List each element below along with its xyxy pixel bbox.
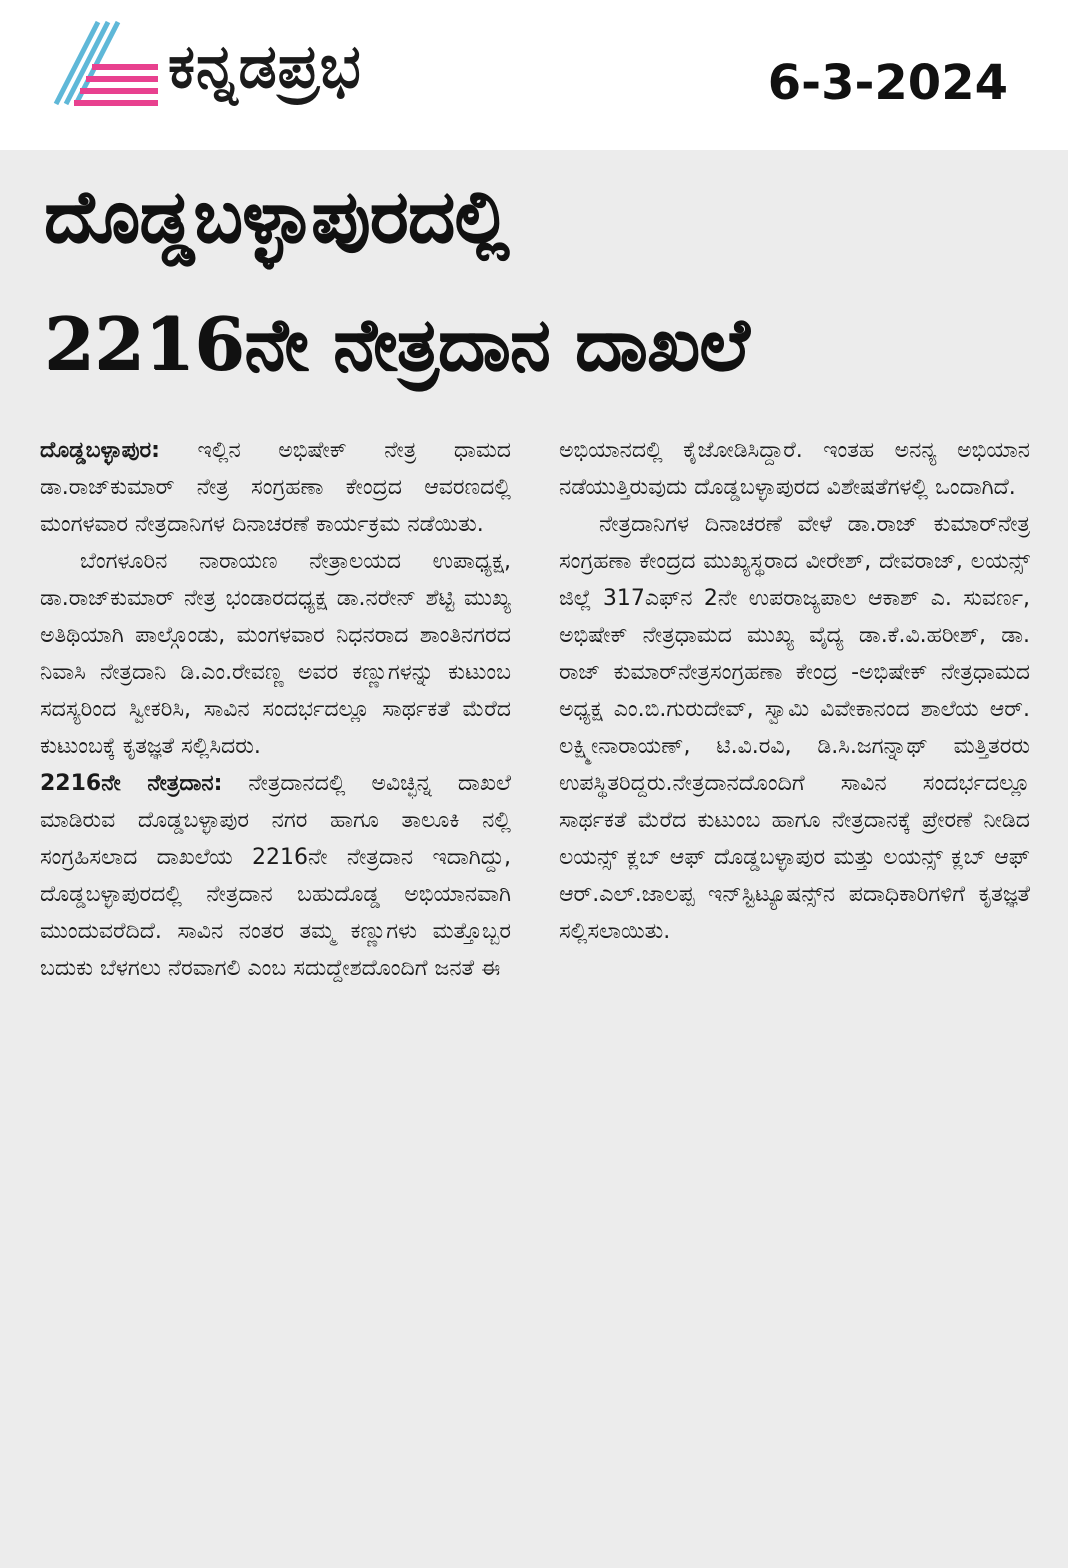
paragraph (40, 765, 511, 987)
headline-line-2: 2216ನೇ ನೇತ್ರದಾನ ದಾಖಲೆ (44, 301, 749, 386)
paragraph-text: ನೇತ್ರದಾನದಲ್ಲಿ ಅವಿಚ್ಛಿನ್ನ ದಾಖಲೆ ಮಾಡಿರುವ ದೊಡ್ಡಬಳ್ಳಾಪುರ ನಗರ ಹಾಗೂ ತಾಲೂಕಿ ನಲ್ಲಿ ಸಂಗ್ರಹಿಸಲಾದ ದಾಖಲೆಯ 2216ನೇ ನೇತ್ರದಾನ ಇದಾಗಿದ್ದು, ದೊಡ್ಡಬಳ್ಳಾಪುರದಲ್ಲಿ ನೇತ್ರದಾನ ಬಹುದೊಡ್ಡ ಅಭಿಯಾನವಾಗಿ ಮುಂದುವರೆದಿದೆ. ಸಾವಿನ ನಂತರ ತಮ್ಮ ಕಣ್ಣುಗಳು ಮತ್ತೊಬ್ಬರ ಬದುಕು ಬೆಳಗಲು ನೆರವಾಗಲಿ ಎಂಬ ಸದುದ್ದೇಶದೊಂದಿಗೆ ಜನತೆ ಈ (40, 771, 511, 981)
article-column-2 (559, 432, 1030, 1552)
paragraph (40, 432, 511, 543)
article-column-1 (40, 432, 511, 1552)
masthead (0, 0, 1068, 150)
article-body (40, 432, 1030, 1552)
headline (44, 152, 1034, 408)
paragraph-text: ಇಲ್ಲಿನ ಅಭಿಷೇಕ್ ನೇತ್ರ ಧಾಮದ ಡಾ.ರಾಜ್‌ಕುಮಾರ್ ನೇತ್ರ ಸಂಗ್ರಹಣಾ ಕೇಂದ್ರದ ಆವರಣದಲ್ಲಿ ಮಂಗಳವಾರ ನೇತ್ರದಾನಿಗಳ ದಿನಾಚರಣೆ ಕಾರ್ಯಕ್ರಮ ನಡೆಯಿತು. (40, 438, 511, 537)
paragraph: ಅಭಿಯಾನದಲ್ಲಿ ಕೈಜೋಡಿಸಿದ್ದಾರೆ. ಇಂತಹ ಅನನ್ಯ ಅಭಿಯಾನ ನಡೆಯುತ್ತಿರುವುದು ದೊಡ್ಡಬಳ್ಳಾಪುರದ ವಿಶೇಷತೆಗಳಲ್ಲಿ ಒಂದಾಗಿದೆ. (559, 438, 1030, 500)
paragraph: ನೇತ್ರದಾನಿಗಳ ದಿನಾಚರಣೆ ವೇಳೆ ಡಾ.ರಾಜ್ ಕುಮಾರ್‌ನೇತ್ರ ಸಂಗ್ರಹಣಾ ಕೇಂದ್ರದ ಮುಖ್ಯಸ್ಥರಾದ ವೀರೇಶ್, ದೇವರಾಜ್, ಲಯನ್ಸ್ ಜಿಲ್ಲೆ 317ಎಫ್‌ನ 2ನೇ ಉಪರಾಜ್ಯಪಾಲ ಆಕಾಶ್ ಎ. ಸುವರ್ಣ, ಅಭಿಷೇಕ್ ನೇತ್ರಧಾಮದ ಮುಖ್ಯ ವೈದ್ಯ ಡಾ.ಕೆ.ವಿ.ಹರೀಶ್, ಡಾ. ರಾಜ್ ಕುಮಾರ್‌ನೇತ್ರಸಂಗ್ರಹಣಾ ಕೇಂದ್ರ -ಅಭಿಷೇಕ್ ನೇತ್ರಧಾಮದ ಅಧ್ಯಕ್ಷ ಎಂ.ಬಿ.ಗುರುದೇವ್, ಸ್ವಾಮಿ ವಿವೇಕಾನಂದ ಶಾಲೆಯ ಆರ್. ಲಕ್ಷ್ಮೀನಾರಾಯಣ್, ಟಿ.ವಿ.ರವಿ, ಡಿ.ಸಿ.ಜಗನ್ನಾಥ್ ಮತ್ತಿತರರು ಉಪಸ್ಥಿತರಿದ್ದರು.ನೇತ್ರದಾನದೊಂದಿಗೆ ಸಾವಿನ ಸಂದರ್ಭದಲ್ಲೂ ಸಾರ್ಥಕತೆ ಮೆರೆದ ಕುಟುಂಬ ಹಾಗೂ ನೇತ್ರದಾನಕ್ಕೆ ಪ್ರೇರಣೆ ನೀಡಿದ ಲಯನ್ಸ್ ಕ್ಲಬ್ ಆಫ್ ದೊಡ್ಡಬಳ್ಳಾಪುರ ಮತ್ತು ಲಯನ್ಸ್ ಕ್ಲಬ್ ಆಫ್ ಆರ್.ಎಲ್.ಜಾಲಪ್ಪ ಇನ್‌ಸ್ಟಿಟ್ಯೂಷನ್ಸ್‌ನ ಪದಾಧಿಕಾರಿಗಳಿಗೆ ಕೃತಜ್ಞತೆ ಸಲ್ಲಿಸಲಾಯಿತು. (559, 512, 1030, 944)
triangle-logo-icon (52, 18, 162, 110)
publication-date: 6-3-2024 (767, 55, 1008, 111)
subheading: 2216ನೇ ನೇತ್ರದಾನ: (40, 771, 223, 796)
paragraph: ಬೆಂಗಳೂರಿನ ನಾರಾಯಣ ನೇತ್ರಾಲಯದ ಉಪಾಧ್ಯಕ್ಷ, ಡಾ.ರಾಜ್‌ಕುಮಾರ್ ನೇತ್ರ ಭಂಡಾರದಧ್ಯಕ್ಷ ಡಾ.ನರೇನ್ ಶೆಟ್ಟಿ ಮುಖ್ಯ ಅತಿಥಿಯಾಗಿ ಪಾಲ್ಗೊಂಡು, ಮಂಗಳವಾರ ನಿಧನರಾದ ಶಾಂತಿನಗರದ ನಿವಾಸಿ ನೇತ್ರದಾನಿ ಡಿ.ಎಂ.ರೇವಣ್ಣ ಅವರ ಕಣ್ಣುಗಳನ್ನು ಕುಟುಂಬ ಸದಸ್ಯರಿಂದ ಸ್ವೀಕರಿಸಿ, ಸಾವಿನ ಸಂದರ್ಭದಲ್ಲೂ ಸಾರ್ಥಕತೆ ಮೆರೆದ ಕುಟುಂಬಕ್ಕೆ ಕೃತಜ್ಞತೆ ಸಲ್ಲಿಸಿದರು. (40, 549, 511, 759)
dateline: ದೊಡ್ಡಬಳ್ಳಾಪುರ: (40, 438, 160, 463)
headline-line-1: ದೊಡ್ಡಬಳ್ಳಾಪುರದಲ್ಲಿ (44, 173, 509, 258)
newspaper-name: ಕನ್ನಡಪ್ರಭ (168, 32, 362, 102)
